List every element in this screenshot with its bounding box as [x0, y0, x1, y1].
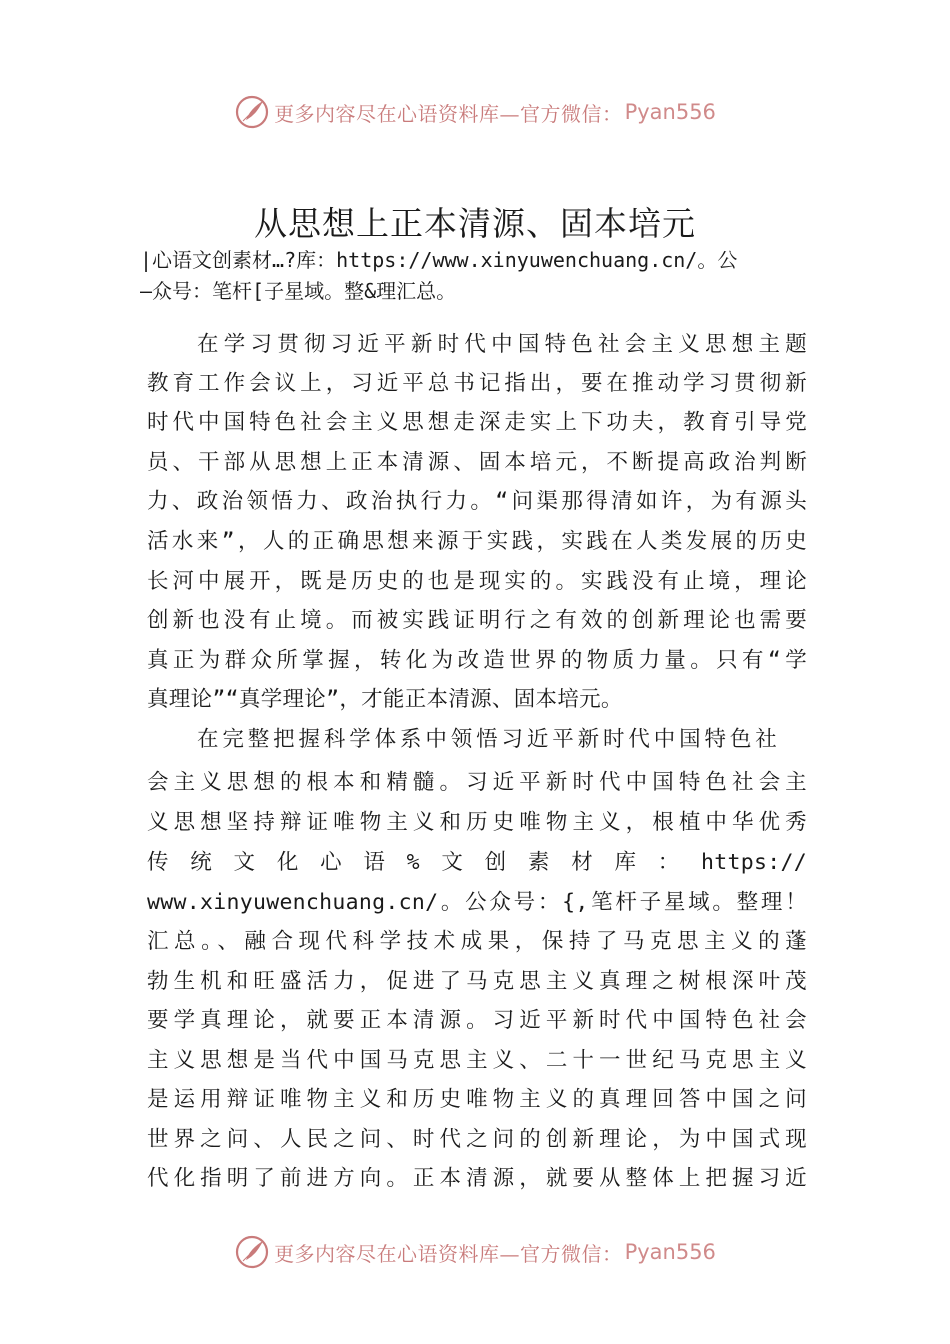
- body-line: 教育工作会议上，习近平总书记指出，要在推动学习贯彻新: [147, 371, 807, 396]
- body-line: 汇总。、融合现代科学技术成果，保持了马克思主义的蓬: [147, 929, 807, 954]
- body-line: 义思想坚持辩证唯物主义和历史唯物主义，根植中华优秀: [147, 810, 807, 835]
- body-line: 世界之问、人民之问、时代之问的创新理论，为中国式现: [147, 1127, 807, 1152]
- body-line: 活水来”，人的正确思想来源于实践，实践在人类发展的历史: [147, 529, 807, 554]
- quill-logo-icon: [234, 94, 270, 130]
- body-line: 时代中国特色社会主义思想走深走实上下功夫，教育引导党: [147, 410, 807, 435]
- body-line: 是运用辩证唯物主义和历史唯物主义的真理回答中国之问: [147, 1087, 807, 1112]
- source-line: —众号：笔杆[子星域。整&理汇总。: [140, 279, 457, 303]
- body-line: 要学真理论，就要正本清源。习近平新时代中国特色社会: [147, 1008, 807, 1033]
- body-line: 传统文化心语%文创素材库：https://: [147, 850, 807, 875]
- banner-wechat-handle: Pyan556: [624, 100, 716, 124]
- body-line: 勃生机和旺盛活力，促进了马克思主义真理之树根深叶茂: [147, 969, 807, 994]
- source-line: |心语文创素材…?库：https://www.xinyuwenchuang.cn/。公: [140, 248, 738, 272]
- header-watermark-banner: [0, 92, 950, 132]
- body-line: 在学习贯彻习近平新时代中国特色社会主义思想主题: [197, 332, 807, 357]
- body-line: 长河中展开，既是历史的也是现实的。实践没有止境，理论: [147, 569, 807, 594]
- body-line: 创新也没有止境。而被实践证明行之有效的创新理论也需要: [147, 608, 807, 633]
- quill-logo-icon: [234, 1234, 270, 1270]
- banner-text: 更多内容尽在心语资料库—官方微信：: [274, 101, 623, 126]
- body-line: 真正为群众所掌握，转化为改造世界的物质力量。只有“学: [147, 648, 807, 673]
- banner-text: 更多内容尽在心语资料库—官方微信：: [274, 1241, 623, 1266]
- body-line: 在完整把握科学体系中领悟习近平新时代中国特色社: [197, 727, 777, 752]
- body-line: 真理论”“真学理论”，才能正本清源、固本培元。: [147, 687, 623, 712]
- body-line: 主义思想是当代中国马克思主义、二十一世纪马克思主义: [147, 1048, 807, 1073]
- body-line: 力、政治领悟力、政治执行力。“问渠那得清如许，为有源头: [147, 489, 807, 514]
- body-line: www.xinyuwenchuang.cn/。公众号：{,笔杆子星域。整理！: [147, 890, 807, 915]
- body-line: 代化指明了前进方向。正本清源，就要从整体上把握习近: [147, 1166, 807, 1191]
- body-line: 会主义思想的根本和精髓。习近平新时代中国特色社会主: [147, 770, 807, 795]
- banner-wechat-handle: Pyan556: [624, 1240, 716, 1264]
- footer-watermark-banner: [0, 1232, 950, 1272]
- article-title: 从思想上正本清源、固本培元: [254, 204, 696, 243]
- body-line: 员、干部从思想上正本清源、固本培元，不断提高政治判断: [147, 450, 807, 475]
